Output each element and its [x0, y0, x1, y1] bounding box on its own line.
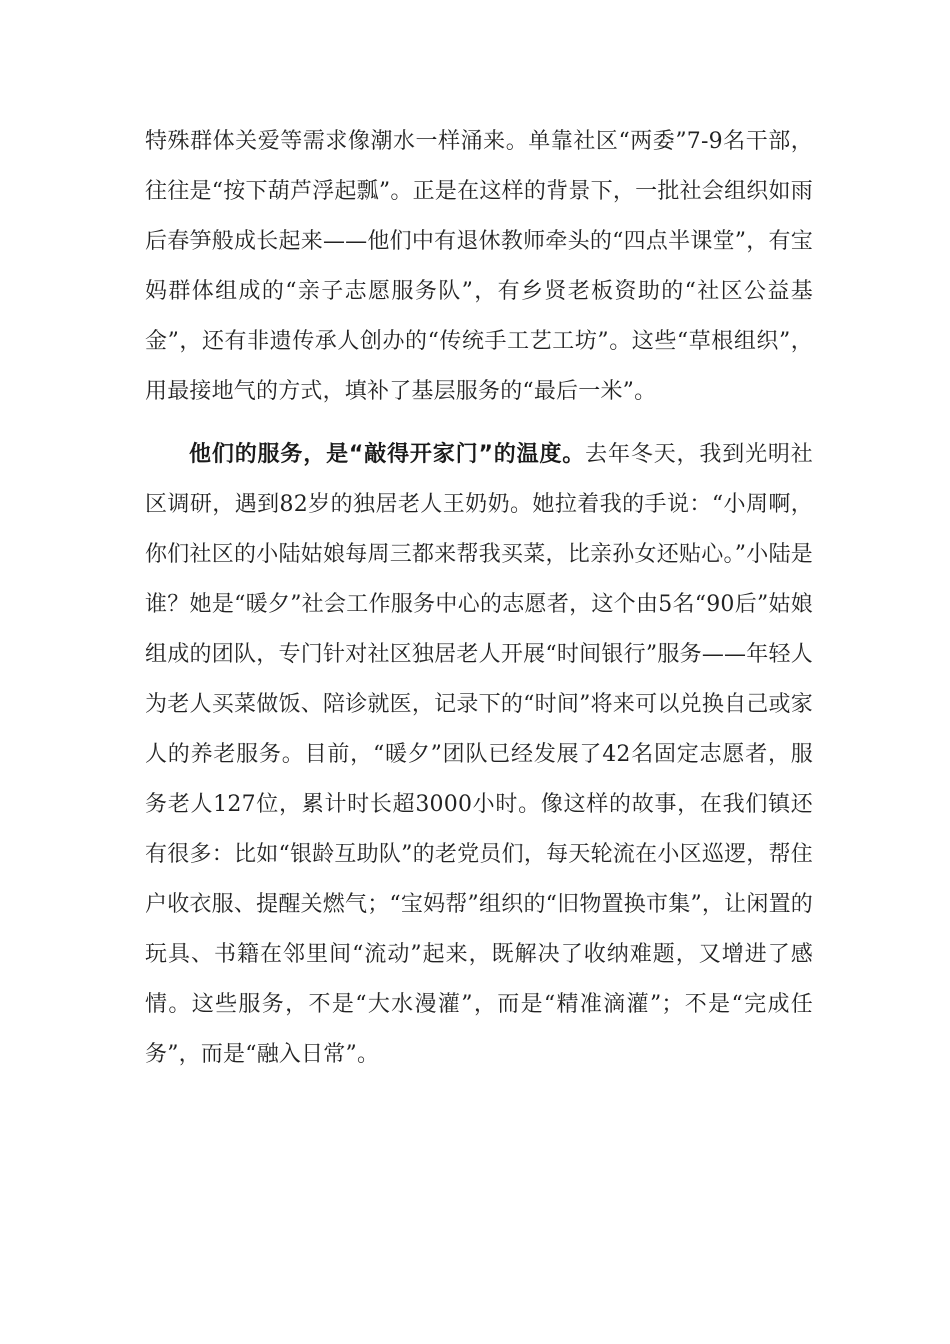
paragraph-service-warmth	[145, 430, 813, 1080]
paragraph-social-organizations	[145, 117, 813, 417]
paragraph-text: 特殊群体关爱等需求像潮水一样涌来。单靠社区“两委”7-9名干部，往往是“按下葫芦浮起瓢”。正是在这样的背景下，一批社会组织如雨后春笋般成长起来——他们中有退休教师牵头的“四点半课堂”，有宝妈群体组成的“亲子志愿服务队”，有乡贤老板资助的“社区公益基金”，还有非遗传承人创办的“传统手工艺工坊”。这些“草根组织”，用最接地气的方式，填补了基层服务的“最后一米”。	[145, 129, 813, 404]
paragraph-lead-sentence: 他们的服务，是“敲得开家门”的温度。	[189, 442, 586, 467]
document-page	[145, 117, 813, 1080]
paragraph-text: 去年冬天，我到光明社区调研，遇到82岁的独居老人王奶奶。她拉着我的手说：“小周啊，你们社区的小陆姑娘每周三都来帮我买菜，比亲孙女还贴心。”小陆是谁？她是“暖夕”社会工作服务中心的志愿者，这个由5名“90后”姑娘组成的团队，专门针对社区独居老人开展“时间银行”服务——年轻人为老人买菜做饭、陪诊就医，记录下的“时间”将来可以兑换自己或家人的养老服务。目前，“暖夕”团队已经发展了42名固定志愿者，服务老人127位，累计时长超3000小时。像这样的故事，在我们镇还有很多：比如“银龄互助队”的老党员们，每天轮流在小区巡逻，帮住户收衣服、提醒关燃气；“宝妈帮”组织的“旧物置换市集”，让闲置的玩具、书籍在邻里间“流动”起来，既解决了收纳难题，又增进了感情。这些服务，不是“大水漫灌”，而是“精准滴灌”；不是“完成任务”，而是“融入日常”。	[145, 442, 813, 1067]
